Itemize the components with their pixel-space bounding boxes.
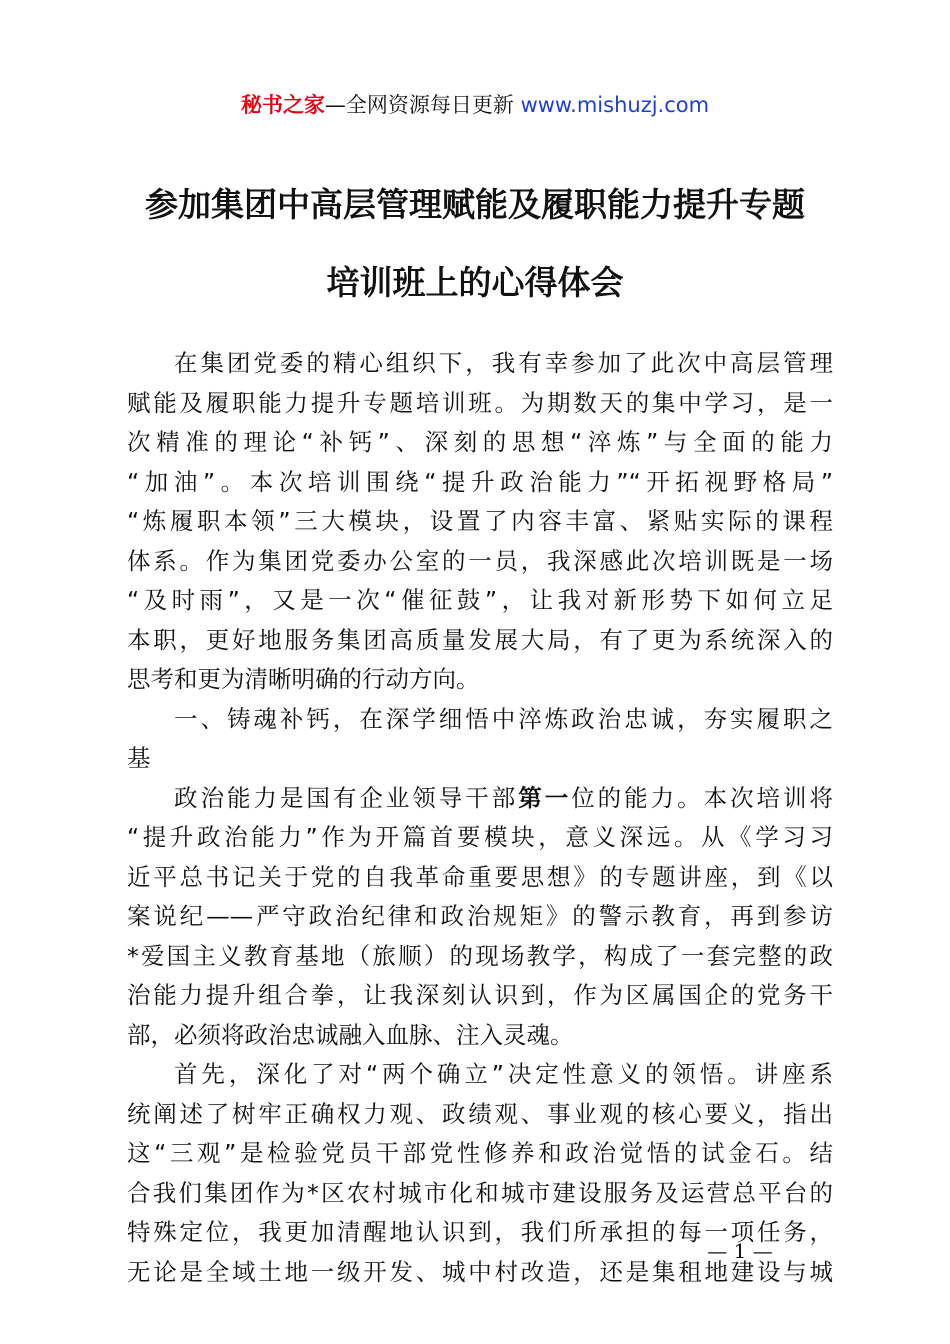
title-line: 参加集团中高层管理赋能及履职能力提升专题	[145, 185, 805, 224]
brand-name: 秘书之家	[240, 93, 325, 117]
body-line: 近平总书记关于党的自我革命重要思想》的专题讲座，到《以	[127, 862, 833, 891]
body-line: “提升政治能力”作为开篇首要模块，意义深远。从《学习习	[127, 823, 833, 851]
body-line: 无论是全域土地一级开发、城中村改造，还是集租地建设与城	[127, 1257, 833, 1286]
body-line: *爱国主义教育基地（旅顺）的现场教学，构成了一套完整的政	[127, 941, 833, 970]
body-line: 合我们集团作为*区农村城市化和城市建设服务及运营总平台的	[127, 1178, 833, 1207]
body-line: 思考和更为清晰明确的行动方向。	[127, 665, 480, 693]
site-url-link[interactable]: www.mishuzj.com	[520, 93, 710, 117]
body-line: 这“三观”是检验党员干部党性修养和政治觉悟的试金石。结	[127, 1139, 833, 1167]
body-line: 在集团党委的精心组织下，我有幸参加了此次中高层管理	[174, 349, 833, 377]
body-line: 治能力提升组合拳，让我深刻认识到，作为区属国企的党务干	[127, 981, 833, 1009]
body-line: 统阐述了树牢正确权力观、政绩观、事业观的核心要义，指出	[127, 1099, 833, 1128]
bold-text: 第一	[518, 783, 572, 812]
body-line: 体系。作为集团党委办公室的一员，我深感此次培训既是一场	[127, 546, 833, 575]
page-number: — 1 —	[707, 1239, 773, 1263]
section-heading: 一、铸魂补钙，在深学细悟中淬炼政治忠诚，夯实履职之	[174, 704, 833, 733]
text-run: 政治能力是国有企业领导干部	[174, 783, 519, 812]
body-line: “炼履职本领”三大模块，设置了内容丰富、紧贴实际的课程	[127, 507, 833, 535]
body-line	[127, 779, 833, 819]
body-line: “加油”。本次培训围绕“提升政治能力”“开拓视野格局”	[127, 467, 833, 496]
text-run: 位的能力。本次培训将	[571, 783, 833, 812]
body-line: 本职，更好地服务集团高质量发展大局，有了更为系统深入的	[127, 625, 833, 654]
body-line: 赋能及履职能力提升专题培训班。为期数天的集中学习，是一	[127, 388, 833, 417]
title-line: 培训班上的心得体会	[326, 263, 624, 302]
document-body	[127, 344, 833, 1292]
body-line: 次精准的理论“补钙”、深刻的思想“淬炼”与全面的能力	[127, 428, 833, 456]
site-banner	[0, 88, 950, 122]
body-line: 特殊定位，我更加清醒地认识到，我们所承担的每一项任务，	[127, 1218, 833, 1246]
banner-slogan: —全网资源每日更新	[324, 93, 514, 117]
body-line: “及时雨”，又是一次“催征鼓”，让我对新形势下如何立足	[127, 586, 833, 614]
body-line: 部，必须将政治忠诚融入血脉、注入灵魂。	[127, 1020, 574, 1049]
section-heading: 基	[127, 744, 151, 772]
document-title	[60, 166, 890, 322]
body-line: 首先，深化了对“两个确立”决定性意义的领悟。讲座系	[174, 1060, 833, 1088]
body-line: 案说纪——严守政治纪律和政治规矩》的警示教育，再到参访	[127, 902, 833, 930]
